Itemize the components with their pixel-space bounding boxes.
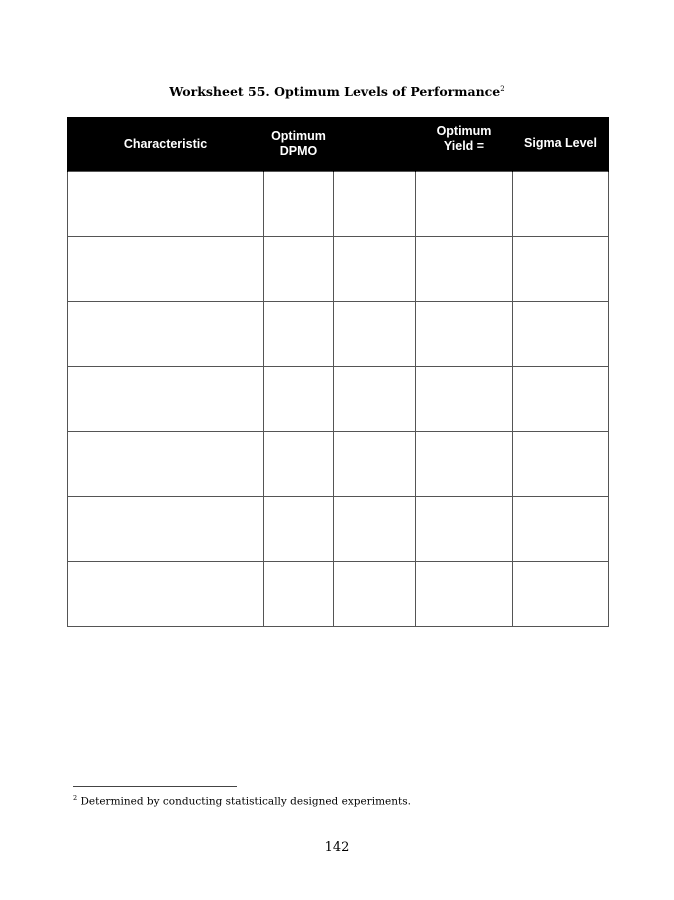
- table-row: [68, 172, 609, 237]
- table-cell[interactable]: [416, 172, 513, 237]
- table-cell[interactable]: [513, 497, 609, 562]
- table-cell[interactable]: [513, 237, 609, 302]
- header-line: Sigma Level: [524, 135, 597, 150]
- table-cell[interactable]: [264, 562, 334, 627]
- table-cell[interactable]: [264, 237, 334, 302]
- table-row: [68, 432, 609, 497]
- table-cell[interactable]: [68, 562, 264, 627]
- worksheet-title: [0, 84, 674, 99]
- table-cell[interactable]: [68, 367, 264, 432]
- header-line: DPMO: [279, 144, 318, 158]
- table-row: [68, 497, 609, 562]
- table-cell[interactable]: [264, 497, 334, 562]
- table-cell[interactable]: [513, 367, 609, 432]
- footnote-text: Determined by conducting statistically designed experiments.: [80, 795, 411, 808]
- table-cell[interactable]: [334, 367, 416, 432]
- table-cell[interactable]: [68, 497, 264, 562]
- table-cell[interactable]: [416, 432, 513, 497]
- table-cell[interactable]: [68, 432, 264, 497]
- table-cell[interactable]: [513, 432, 609, 497]
- table-cell[interactable]: [416, 497, 513, 562]
- table-cell[interactable]: [416, 562, 513, 627]
- header-line: Yield =: [443, 139, 485, 153]
- table-cell[interactable]: [513, 562, 609, 627]
- header-characteristic: [68, 117, 264, 172]
- table-cell[interactable]: [513, 302, 609, 367]
- title-footnote-mark: 2: [500, 84, 505, 93]
- table-cell[interactable]: [264, 302, 334, 367]
- table-row: [68, 237, 609, 302]
- table-cell[interactable]: [416, 302, 513, 367]
- table-cell[interactable]: [68, 172, 264, 237]
- table-cell[interactable]: [334, 562, 416, 627]
- table-cell[interactable]: [334, 237, 416, 302]
- table-cell[interactable]: [68, 237, 264, 302]
- worksheet-table: [67, 117, 609, 627]
- table-row: [68, 562, 609, 627]
- footnote: [73, 794, 411, 808]
- table-cell[interactable]: [416, 367, 513, 432]
- table-cell[interactable]: [416, 237, 513, 302]
- worksheet-title-text: Worksheet 55. Optimum Levels of Performance: [169, 84, 501, 99]
- footnote-mark: 2: [73, 794, 78, 802]
- header-optimum-dpmo: [264, 117, 334, 172]
- table-row: [68, 302, 609, 367]
- header-row: [68, 117, 609, 172]
- table-cell[interactable]: [264, 367, 334, 432]
- header-optimum-yield: [416, 117, 513, 172]
- table-cell[interactable]: [334, 497, 416, 562]
- table-cell[interactable]: [264, 432, 334, 497]
- table-row: [68, 367, 609, 432]
- header-line: Characteristic: [123, 136, 208, 151]
- table-cell[interactable]: [513, 172, 609, 237]
- table-cell[interactable]: [334, 432, 416, 497]
- footnote-rule: [73, 786, 237, 787]
- header-line: Optimum: [436, 124, 492, 138]
- table-cell[interactable]: [68, 302, 264, 367]
- table-cell[interactable]: [264, 172, 334, 237]
- table-cell[interactable]: [334, 302, 416, 367]
- page-number: 142: [324, 840, 350, 855]
- header-sigma-level: [513, 117, 609, 172]
- header-blank: [334, 117, 416, 172]
- table-cell[interactable]: [334, 172, 416, 237]
- header-line: Optimum: [271, 129, 326, 143]
